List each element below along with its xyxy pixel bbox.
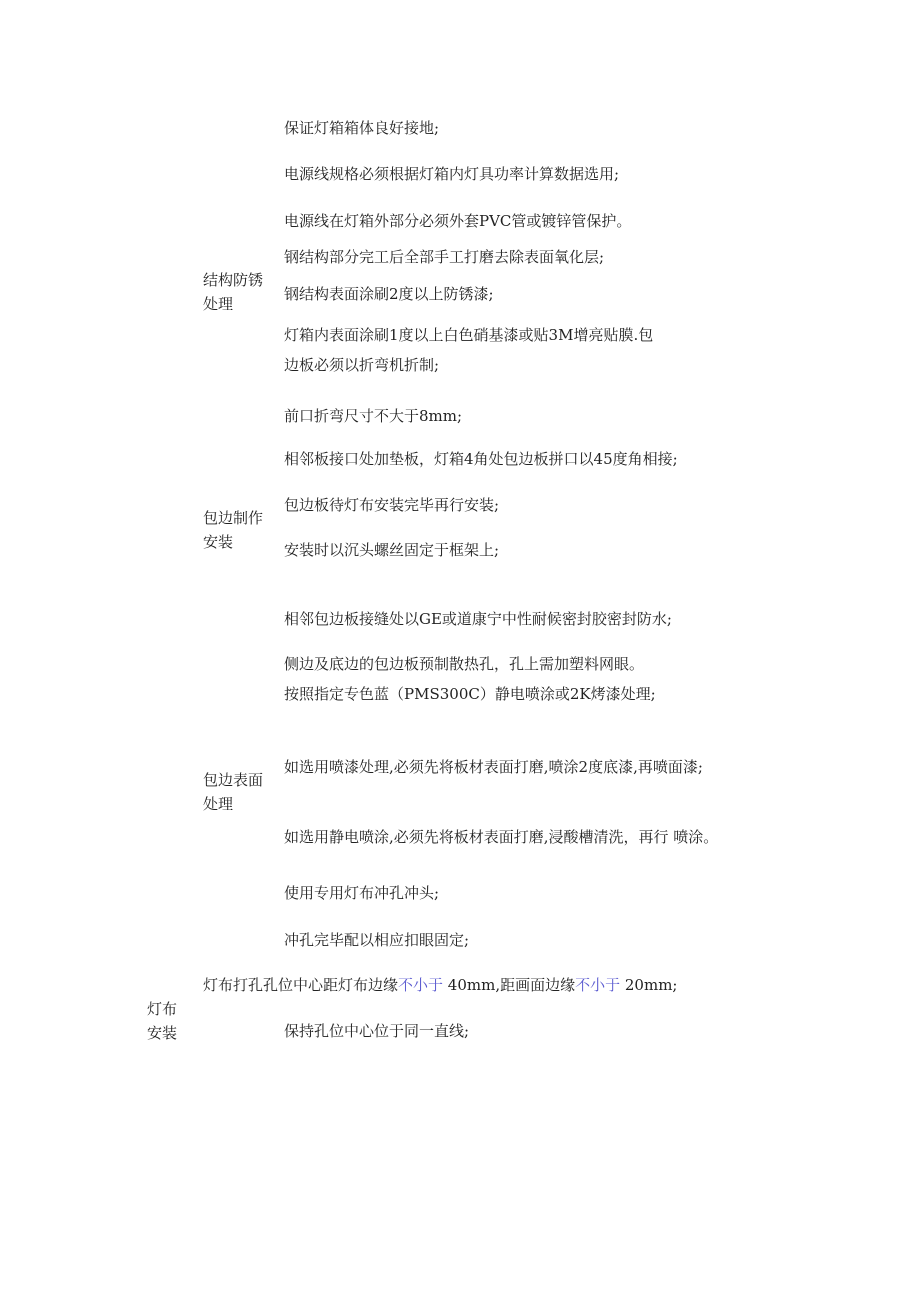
fabric-item-spacing-rule bbox=[203, 974, 677, 996]
fabric-item-punch: 使用专用灯布冲孔冲头; bbox=[284, 884, 440, 902]
section-label-surface bbox=[203, 768, 263, 816]
spacing-rule-part3: 20mm; bbox=[620, 976, 678, 994]
spacing-rule-highlight2: 不小于 bbox=[575, 976, 621, 994]
surface-item-electrostatic: 如选用静电喷涂,必须先将板材表面打磨,浸酸槽清洗，再行 喷涂。 bbox=[284, 828, 719, 846]
section-label-edging bbox=[203, 506, 263, 554]
section-label-fabric-line2: 安装 bbox=[147, 1024, 178, 1042]
electrical-item-cable-spec: 电源线规格必须根据灯箱内灯具功率计算数据选用; bbox=[284, 165, 620, 183]
spacing-rule-part1: 灯布打孔孔位中心距灯布边缘 bbox=[203, 976, 399, 994]
section-label-rustproof-line2: 处理 bbox=[203, 295, 234, 313]
edging-item-screws: 安装时以沉头螺丝固定于框架上; bbox=[284, 541, 500, 559]
fabric-item-eyelet: 冲孔完毕配以相应扣眼固定; bbox=[284, 931, 470, 949]
section-label-edging-line1: 包边制作 bbox=[203, 509, 264, 527]
rustproof-item-grinding: 钢结构部分完工后全部手工打磨去除表面氧化层; bbox=[284, 248, 605, 266]
edging-item-front-bend: 前口折弯尺寸不大于8mm; bbox=[284, 407, 463, 425]
spacing-rule-part2: 40mm,距画面边缘 bbox=[443, 976, 576, 994]
section-label-surface-line1: 包边表面 bbox=[203, 771, 264, 789]
edging-item-joint-pad: 相邻板接口处加垫板，灯箱4角处包边板拼口以45度角相接; bbox=[284, 450, 678, 468]
fabric-item-alignment: 保持孔位中心位于同一直线; bbox=[284, 1022, 470, 1040]
surface-item-spray-paint: 如选用喷漆处理,必须先将板材表面打磨,喷涂2度底漆,再喷面漆; bbox=[284, 758, 703, 776]
rustproof-item-bending: 边板必须以折弯机折制; bbox=[284, 356, 440, 374]
edging-item-sealant: 相邻包边板接缝处以GE或道康宁中性耐候密封胶密封防水; bbox=[284, 610, 672, 628]
section-label-edging-line2: 安装 bbox=[203, 533, 234, 551]
rustproof-item-antirust-paint: 钢结构表面涂刷2度以上防锈漆; bbox=[284, 285, 494, 303]
surface-item-color: 按照指定专色蓝（PMS300C）静电喷涂或2K烤漆处理; bbox=[284, 685, 656, 703]
section-label-surface-line2: 处理 bbox=[203, 795, 234, 813]
electrical-item-cable-protection: 电源线在灯箱外部分必须外套PVC管或镀锌管保护。 bbox=[284, 212, 632, 230]
section-label-rustproof bbox=[203, 268, 263, 316]
rustproof-item-inner-coating: 灯箱内表面涂刷1度以上白色硝基漆或贴3M增亮贴膜.包 bbox=[284, 326, 654, 344]
section-label-fabric bbox=[147, 997, 177, 1045]
section-label-rustproof-line1: 结构防锈 bbox=[203, 271, 264, 289]
edging-item-install-order: 包边板待灯布安装完毕再行安装; bbox=[284, 496, 500, 514]
electrical-item-grounding: 保证灯箱箱体良好接地; bbox=[284, 119, 440, 137]
edging-item-vent-holes: 侧边及底边的包边板预制散热孔，孔上需加塑料网眼。 bbox=[284, 655, 645, 673]
section-label-fabric-line1: 灯布 bbox=[147, 1000, 178, 1018]
spacing-rule-highlight1: 不小于 bbox=[398, 976, 444, 994]
